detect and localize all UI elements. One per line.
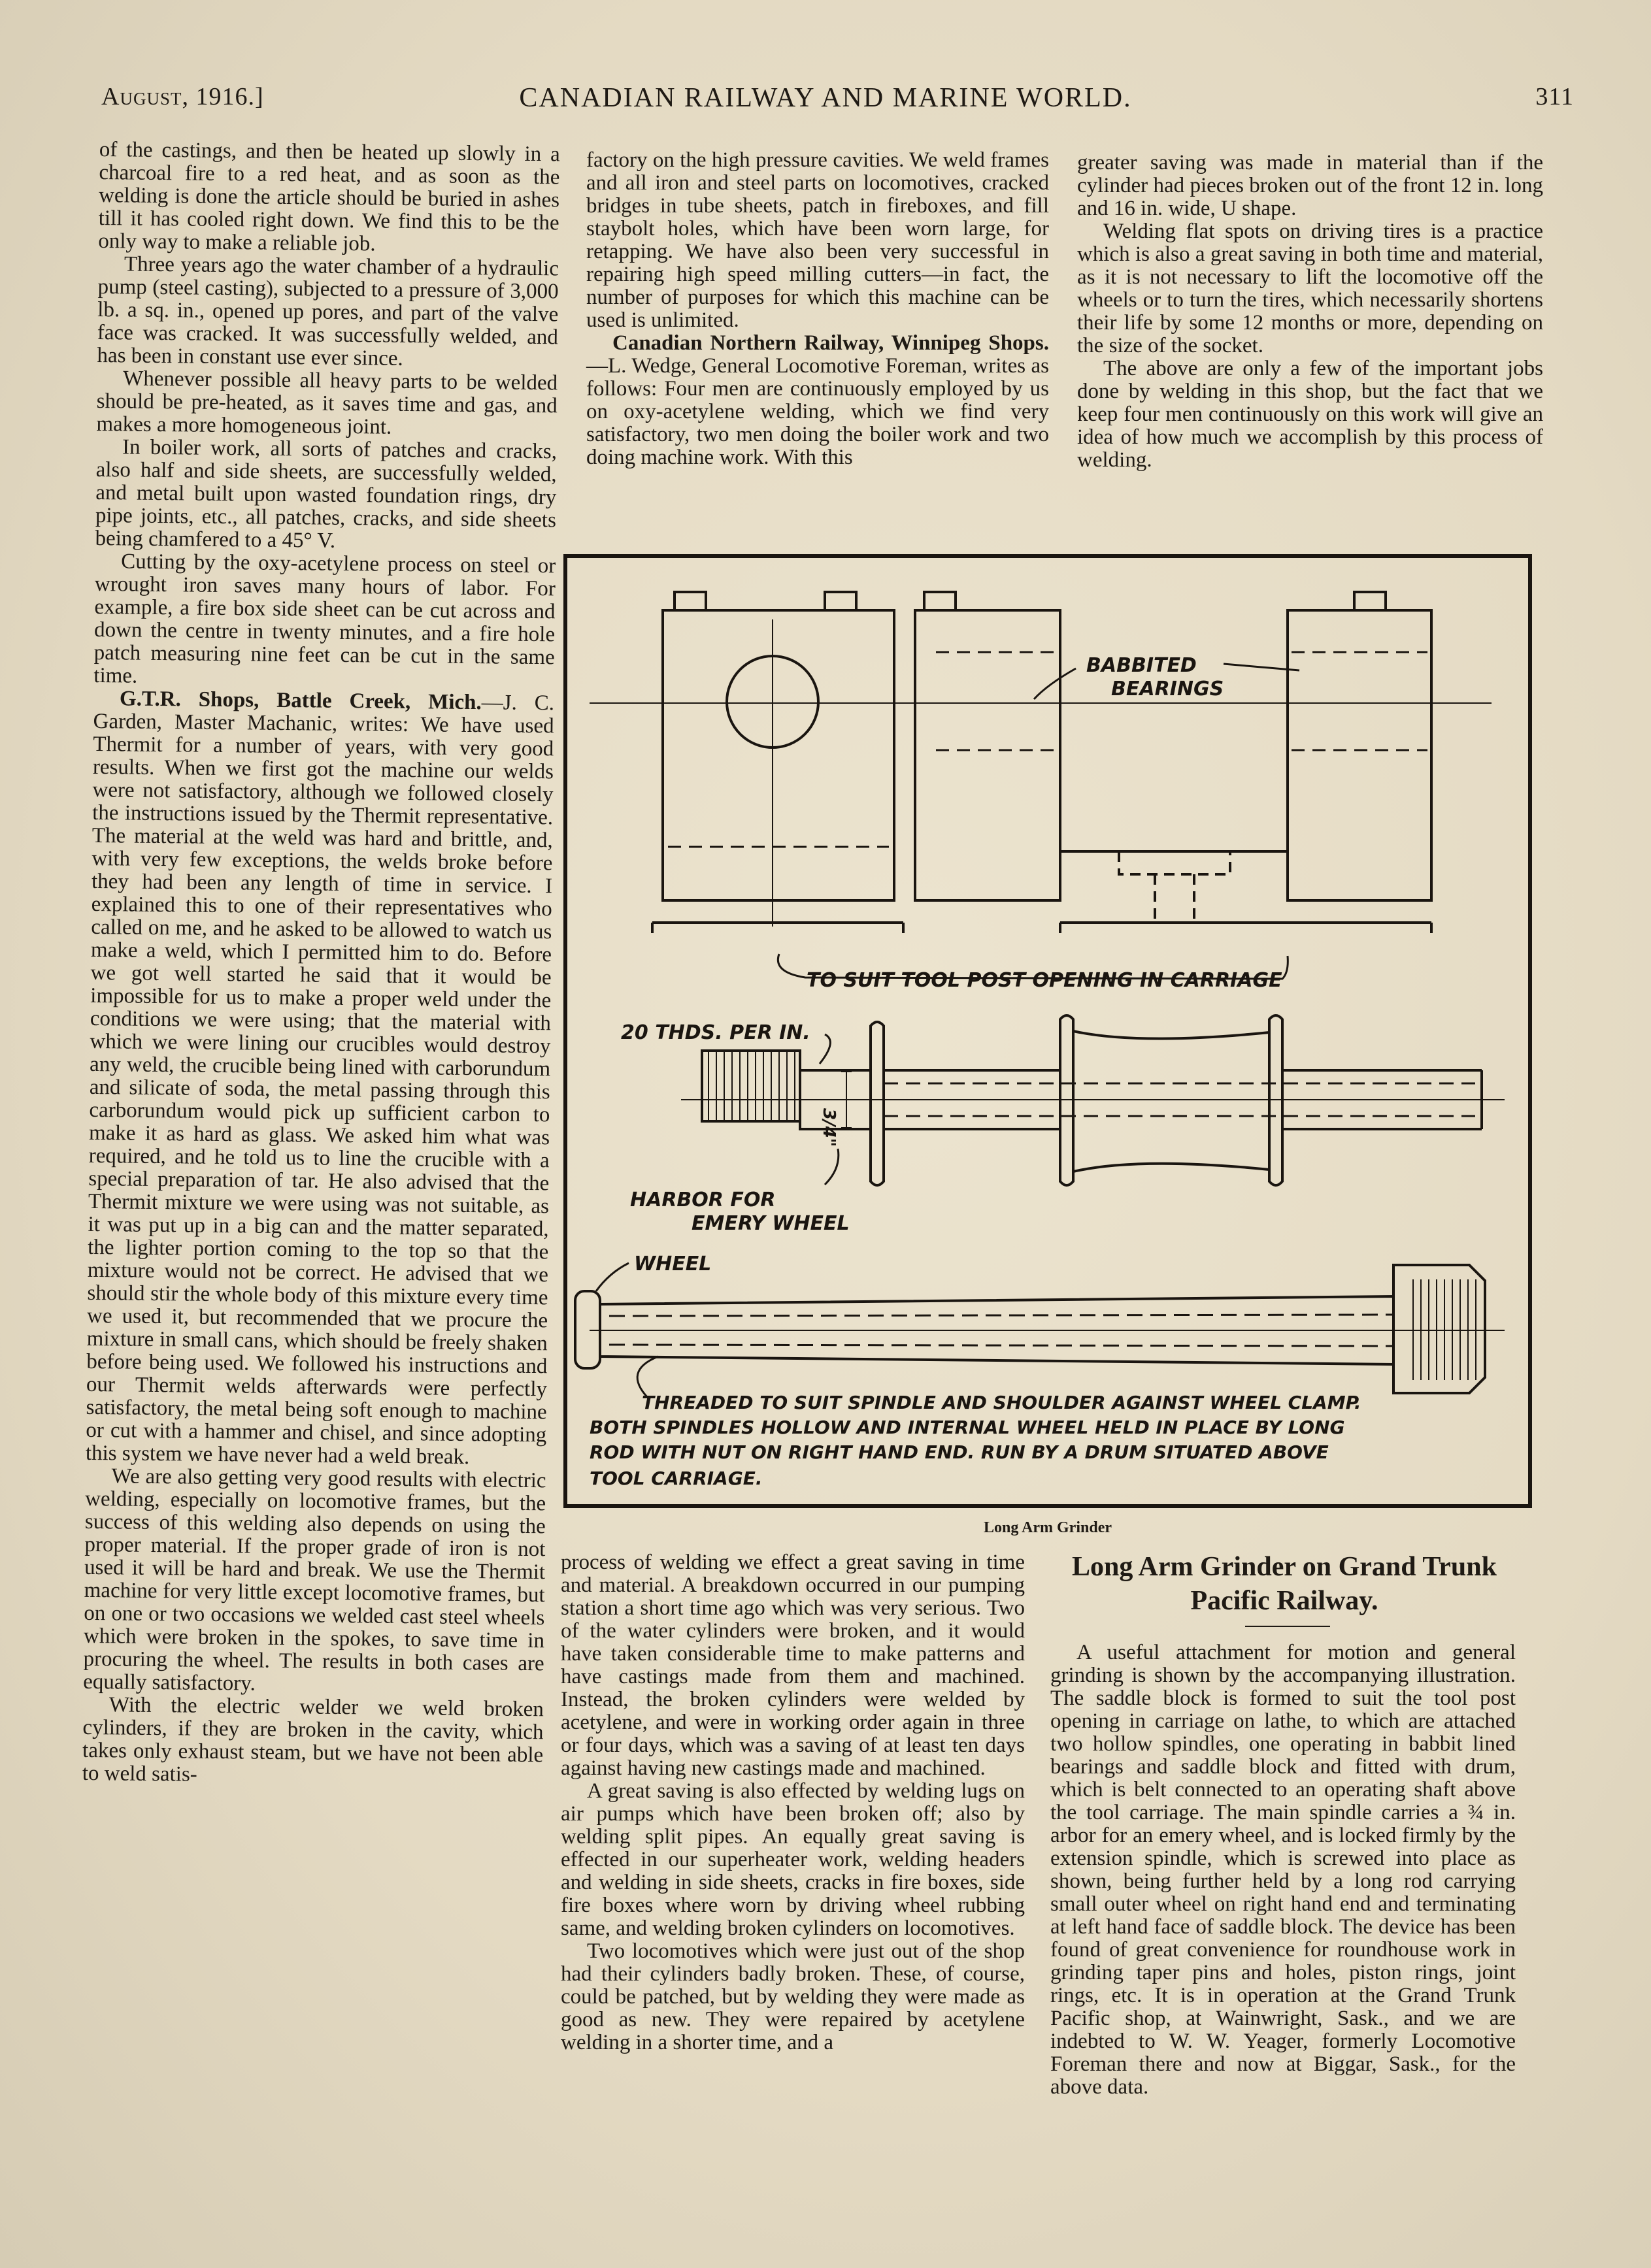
column-1 bbox=[82, 139, 560, 1790]
column-2-top bbox=[586, 149, 1049, 469]
paragraph: Welding flat spots on driving tires is a practice which is also a great saving in both time and material, as it is not necessary to lift the locomotive off the wheels or to turn the tires, which necessarily shortens their life by some 12 months or more, depending on the size of the socket. bbox=[1077, 220, 1543, 357]
section-heading-gtr: G.T.R. Shops, Battle Creek, Mich. bbox=[119, 687, 482, 715]
paragraph: factory on the high pressure cavities. We weld frames and all iron and steel parts on locomotives, cracked bridges in tube sheets, patch in fireboxes, and fill staybolt holes, which have been worn large, for retapping. We have also been very successful in repairing high speed milling cutters—in fact, the number of purposes for which this machine can be used is unlimited. bbox=[586, 148, 1049, 332]
label-emery-wheel: EMERY WHEEL bbox=[692, 1212, 850, 1235]
paragraph: With the electric welder we weld broken cylinders, if they are broken in the cavity, which takes only exhaust steam, but we have not been able to weld satis- bbox=[82, 1693, 544, 1786]
label-babbited: BABBITED bbox=[1086, 654, 1197, 677]
issue-date: August, 1916.] bbox=[101, 83, 264, 110]
paragraph: We are also getting very good results with electric welding, especially on locomotive frames, but the success of this welding also depends on using the proper material. If the proper grade of iron is not used it will be hard and break. We use the Thermit machine for very little except locomotive frames, but on one or two occasions we welded cast steel wheels which were broken in the spokes, to save time in procuring the wheel. The results in both cases are equally satisfactory. bbox=[83, 1464, 546, 1696]
column-3-top bbox=[1077, 152, 1543, 472]
label-note-3: ROD WITH NUT ON RIGHT HAND END. RUN BY A DRUM SITUATED ABOVE bbox=[590, 1441, 1329, 1463]
column-3-bottom bbox=[1050, 1641, 1516, 2099]
article-body: A useful attachment for motion and general grinding is shown by the accompanying illustration. The saddle block is formed to suit the tool post opening in carriage on lathe, to which are attached two hollow spindles, one operating in babbit lined bearings and saddle block and fitted with drum, which is belt connected to an operating shaft above the tool carriage. The main spindle carries a ¾ in. arbor for an emery wheel, and is locked firmly by the extension spindle, which is screwed into place as shown, being further held by a long rod carrying small outer wheel on right hand end and terminating at left hand face of saddle block. The device has been found of great convenience for roundhouse work in grinding taper pins and holes, piston rings, joint rings, etc. It is in operation at the Grand Trunk Pacific shop, at Wainwright, Sask., and we are indebted to W. W. Yeager, formerly Locomotive Foreman there and now at Biggar, Sask., for the above data. bbox=[1050, 1641, 1516, 2099]
paragraph: Two locomotives which were just out of the shop had their cylinders badly broken. These, of course, could be patched, but by welding they were made as good as new. They were repaired by acetylene welding in a shorter time, and a bbox=[561, 1939, 1025, 2054]
paragraph: Cutting by the oxy-acetylene process on steel or wrought iron saves many hours of labor. For example, a fire box side sheet can be cut across and down the centre in twenty minutes, and a fire hole patch measuring nine feet can be cut in the same time. bbox=[93, 550, 556, 688]
label-note-1: THREADED TO SUIT SPINDLE AND SHOULDER AGAINST WHEEL CLAMP. bbox=[642, 1392, 1361, 1413]
saddle-block-right bbox=[915, 592, 1431, 933]
long-arm-grinder-diagram bbox=[563, 554, 1532, 1508]
paragraph: In boiler work, all sorts of patches and cracks, also half and side sheets, are successfully welded, and metal built upon wasted foundation rings, dry pipe joints, etc., all patches, cracks, and side sheets being chamfered to a 45° V. bbox=[95, 435, 558, 553]
section-heading-cnr: Canadian Northern Railway, Winnipeg Shops. bbox=[612, 331, 1049, 355]
label-wheel: WHEEL bbox=[634, 1253, 712, 1275]
label-note-4: TOOL CARRIAGE. bbox=[590, 1468, 763, 1489]
article-title: Long Arm Grinder on Grand Trunk Pacific Railway. bbox=[1072, 1552, 1497, 1616]
column-2-bottom bbox=[561, 1551, 1025, 2054]
label-note-2: BOTH SPINDLES HOLLOW AND INTERNAL WHEEL HELD IN PLACE BY LONG bbox=[590, 1417, 1345, 1438]
paragraph-text: —J. C. Garden, Master Machanic, writes: We have used Thermit for a number of years, with very good results. When we first got the machine our welds were not satisfactory, although we followed closely the instructions issued by the Thermit representative. The material at the weld was hard and brittle, and, with very few exceptions, the welds broke before they had been any length of time in service. I explained this to one of their representatives who called on me, and he asked to be allowed to watch us make a weld, which I permitted him to do. Before we got well started he said that it would be impossible for us to make a proper weld under the conditions we were using; that the material with which we were lining our crucibles would destroy any weld, the crucible being lined with carborundum and silicate of soda, the metal passing through this carborundum would pick up sufficient carbon to make it as hard as glass. We asked him what was required, and he told us to line the crucible with a special preparation of tar. He also advised that the Thermit mixture we were using was not suitable, as it was put up in a big can and the matter separated, the lighter portion coming to the top so that the mixture would not be correct. He advised that we should stir the whole body of this mixture every time we used it, but recommended that we procure the mixture in small cans, which should be freely shaken before being used. We followed his instructions and our Thermit welds afterwards were perfectly satisfactory, the metal being soft enough to machine or cut with a hammer and chisel, and since adopting this system we have never had a weld break. bbox=[85, 691, 555, 1470]
label-tool-post: TO SUIT TOOL POST OPENING IN CARRIAGE bbox=[807, 969, 1282, 992]
paragraph: The above are only a few of the important jobs done by welding in this shop, but the fact that we keep four men continuously on this work will give an idea of how much we accomplish by this process of welding. bbox=[1077, 357, 1543, 472]
label-dimension: 3/4" bbox=[819, 1108, 839, 1147]
label-threads: 20 THDS. PER IN. bbox=[621, 1021, 810, 1044]
paragraph: Three years ago the water chamber of a hydraulic pump (steel casting), subjected to a pressure of 3,000 lb. a sq. in., opened up pores, and part of the valve face was cracked. It was successfully welded, and has been in constant use ever since. bbox=[97, 252, 559, 370]
page-number: 311 bbox=[1535, 83, 1574, 110]
paragraph: A great saving is also effected by welding lugs on air pumps which have been broken off; also by welding split pipes. An equally great saving is effected in our superheater work, welding headers and welding in side sheets, cracks in fire boxes, side fire boxes where worn by driving wheel rubbing same, and welding broken cylinders on locomotives. bbox=[561, 1779, 1025, 1940]
saddle-block-left bbox=[652, 592, 903, 933]
masthead-title: CANADIAN RAILWAY AND MARINE WORLD. bbox=[519, 83, 1132, 113]
paragraph-text: —L. Wedge, General Locomotive Foreman, writes as follows: Four men are continuously employed by us on oxy-acetylene welding, which we find very satisfactory, two men doing the boiler work and two doing machine work. With this bbox=[586, 354, 1049, 469]
label-harbor: HARBOR FOR bbox=[630, 1189, 776, 1211]
paragraph bbox=[586, 332, 1049, 469]
paragraph: of the castings, and then be heated up slowly in a charcoal fire to a red heat, and as soon as the welding is done the article should be buried in ashes till it has cooled right down. We find this to be the only way to make a reliable job. bbox=[98, 138, 560, 256]
figure-caption: Long Arm Grinder bbox=[984, 1519, 1112, 1536]
label-bearings: BEARINGS bbox=[1111, 678, 1224, 700]
paragraph: greater saving was made in material than if the cylinder had pieces broken out of the front 12 in. long and 16 in. wide, U shape. bbox=[1077, 151, 1543, 220]
title-rule bbox=[1245, 1626, 1330, 1627]
paragraph bbox=[86, 687, 554, 1470]
paragraph: Whenever possible all heavy parts to be welded should be pre-heated, as it saves time and gas, and makes a more homogeneous joint. bbox=[96, 367, 558, 439]
extension-spindle bbox=[575, 1265, 1505, 1393]
paragraph: process of welding we effect a great saving in time and material. A breakdown occurred in our pumping station a short time ago which was very serious. Two of the water cylinders were broken, and it would have taken considerable time to make patterns and have castings made from them and machined. Instead, the broken cylinders were welded by acetylene, and were in working order again in three or four days, which was a saving of at least ten days against having new castings made and machined. bbox=[561, 1551, 1025, 1780]
